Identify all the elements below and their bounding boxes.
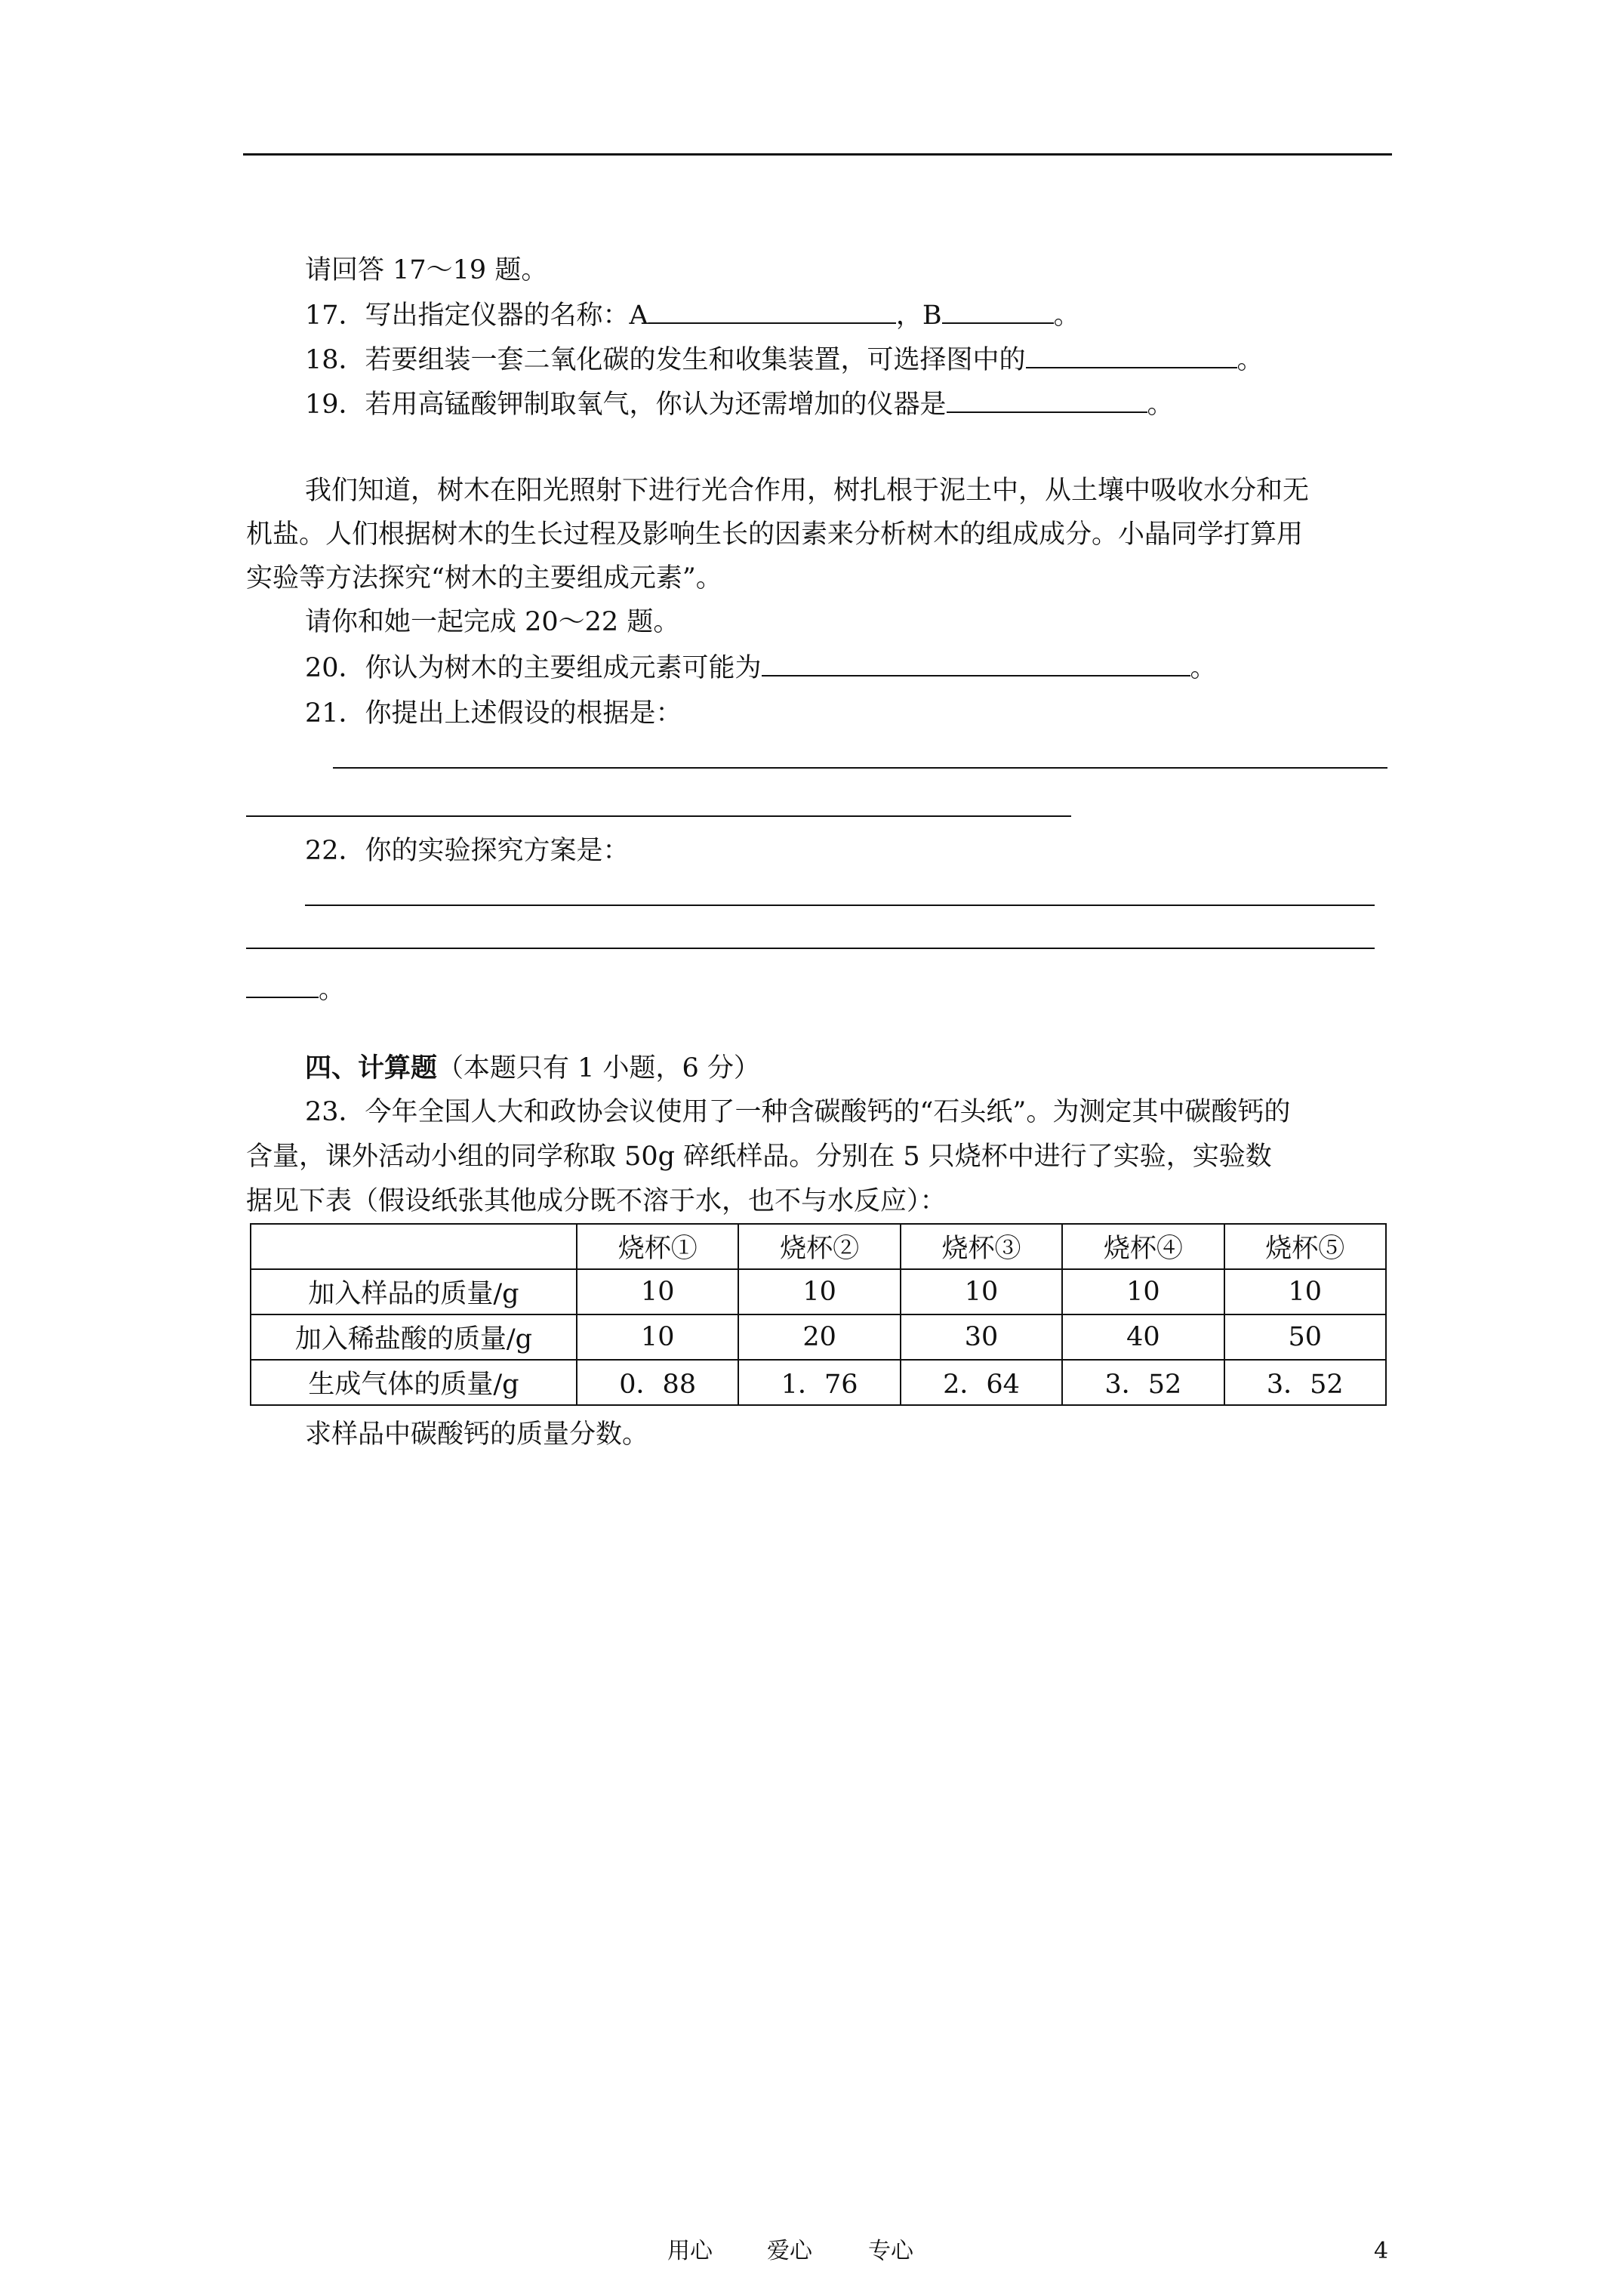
answer-line-21a[interactable]	[333, 767, 1387, 769]
question-23-line-3: 据见下表（假设纸张其他成分既不溶于水，也不与水反应）：	[246, 1186, 947, 1216]
passage-line-1: 我们知道，树木在阳光照射下进行光合作用，树扎根于泥土中，从土壤中吸收水分和无	[305, 476, 1310, 506]
passage-line-2: 机盐。人们根据树木的生长过程及影响生长的因素来分析树木的组成成分。小晶同学打算用	[246, 519, 1304, 550]
table-cell: 10	[1224, 1269, 1386, 1314]
table-header-cell: 烧杯①	[577, 1224, 738, 1269]
answer-line-22c: 。	[246, 974, 345, 1005]
question-18: 18．若要组装一套二氧化碳的发生和收集装置，可选择图中的 。	[305, 345, 1264, 375]
table-cell: 50	[1224, 1314, 1386, 1360]
intro-17-19: 请回答 17～19 题。	[305, 255, 548, 285]
section-heading-4: 四、计算题（本题只有 1 小题，6 分）	[305, 1052, 760, 1083]
table-row	[251, 1314, 1386, 1360]
answer-blank-20[interactable]	[762, 652, 1190, 676]
answer-line-22b[interactable]	[246, 948, 1375, 949]
question-21: 21．你提出上述假设的根据是：	[305, 698, 682, 729]
passage-line-4: 请你和她一起完成 20～22 题。	[305, 607, 680, 637]
table-header-cell: 烧杯④	[1062, 1224, 1224, 1269]
answer-blank-19[interactable]	[947, 389, 1147, 413]
header-rule	[243, 153, 1392, 156]
question-23-line-2: 含量，课外活动小组的同学称取 50g 碎纸样品。分别在 5 只烧杯中进行了实验，实验数	[246, 1142, 1272, 1172]
answer-line-22a[interactable]	[305, 905, 1375, 906]
table-cell: 10	[1062, 1269, 1224, 1314]
answer-blank-18[interactable]	[1026, 344, 1237, 368]
table-cell: 10	[738, 1269, 900, 1314]
table-header-cell: 烧杯⑤	[1224, 1224, 1386, 1269]
page-number: 4	[1374, 2238, 1389, 2264]
question-23-line-1: 23．今年全国人大和政协会议使用了一种含碳酸钙的“石头纸”。为测定其中碳酸钙的	[305, 1097, 1291, 1127]
passage-line-3: 实验等方法探究“树木的主要组成元素”。	[246, 563, 722, 593]
table-header-row	[251, 1224, 1386, 1269]
table-header-cell: 烧杯②	[738, 1224, 900, 1269]
answer-blank-b[interactable]	[942, 300, 1054, 324]
table-cell: 40	[1062, 1314, 1224, 1360]
table-cell: 3．52	[1224, 1360, 1386, 1405]
question-23-prompt: 求样品中碳酸钙的质量分数。	[305, 1419, 649, 1450]
footer-slogan-2: 爱心	[767, 2238, 812, 2264]
table-cell: 10	[901, 1269, 1062, 1314]
row-label: 加入稀盐酸的质量/g	[251, 1314, 577, 1360]
footer-slogan-3: 专心	[868, 2238, 913, 2264]
table-cell: 20	[738, 1314, 900, 1360]
table-cell: 3．52	[1062, 1360, 1224, 1405]
answer-blank-22[interactable]	[246, 974, 319, 998]
table-row	[251, 1269, 1386, 1314]
table-header-cell	[251, 1224, 577, 1269]
data-table	[250, 1223, 1387, 1406]
row-label: 生成气体的质量/g	[251, 1360, 577, 1405]
question-20: 20．你认为树木的主要组成元素可能为 。	[305, 653, 1217, 683]
question-19: 19．若用高锰酸钾制取氧气，你认为还需增加的仪器是 。	[305, 390, 1174, 420]
table-row	[251, 1360, 1386, 1405]
table-cell: 2．64	[901, 1360, 1062, 1405]
table-cell: 30	[901, 1314, 1062, 1360]
answer-blank-a[interactable]	[648, 300, 896, 324]
row-label: 加入样品的质量/g	[251, 1269, 577, 1314]
table-cell: 0．88	[577, 1360, 738, 1405]
table-header-cell: 烧杯③	[901, 1224, 1062, 1269]
table-cell: 1．76	[738, 1360, 900, 1405]
question-17: 17．写出指定仪器的名称：A ，B 。	[305, 300, 1080, 331]
footer-slogan-1: 用心	[667, 2238, 713, 2264]
table-cell: 10	[577, 1314, 738, 1360]
question-22: 22．你的实验探究方案是：	[305, 836, 630, 866]
answer-line-21b[interactable]	[246, 815, 1071, 817]
table-cell: 10	[577, 1269, 738, 1314]
